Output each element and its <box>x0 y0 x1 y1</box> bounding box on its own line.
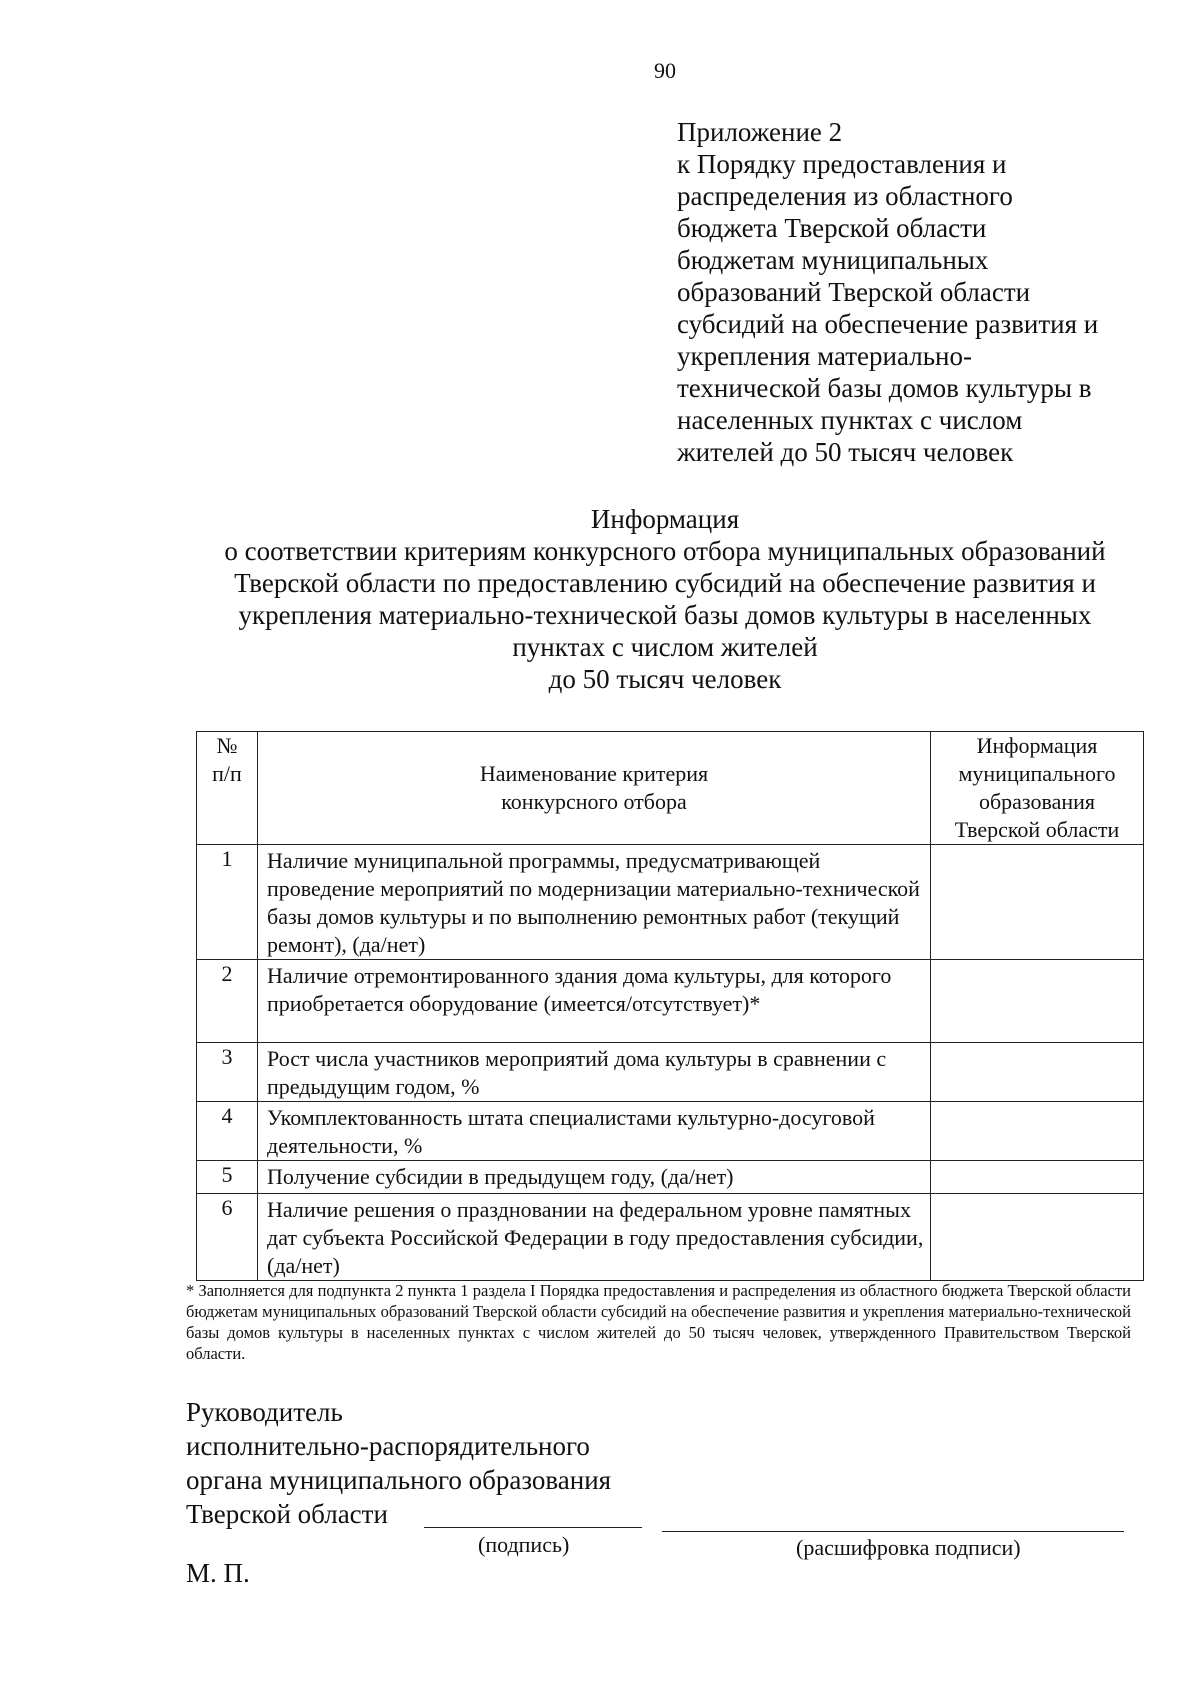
title-line: Информация <box>590 504 740 534</box>
row-number: 1 <box>197 845 258 960</box>
signature-block <box>186 1395 611 1531</box>
row-criterion: Рост числа участников мероприятий дома культуры в сравнении с предыдущим годом, % <box>258 1043 931 1102</box>
signatory-line: исполнительно-распорядительного <box>186 1431 590 1461</box>
row-info[interactable] <box>931 845 1144 960</box>
decoding-line[interactable] <box>662 1531 1124 1532</box>
appendix-line: жителей до 50 тысяч человек <box>677 437 1014 467</box>
title-line: укрепления материально-технической базы домов культуры в населенных <box>238 600 1092 630</box>
appendix-line: распределения из областного <box>677 181 1013 211</box>
row-info[interactable] <box>931 960 1144 1043</box>
stamp-label: М. П. <box>186 1558 250 1588</box>
row-number: 2 <box>197 960 258 1043</box>
signatory-line: Руководитель <box>186 1397 343 1427</box>
row-criterion: Наличие отремонтированного здания дома культуры, для которого приобретается оборудование (имеется/отсутствует)* <box>258 960 931 1043</box>
criteria-table <box>196 731 1144 1281</box>
row-criterion: Получение субсидии в предыдущем году, (да/нет) <box>258 1161 931 1194</box>
row-info[interactable] <box>931 1161 1144 1194</box>
row-number: 3 <box>197 1043 258 1102</box>
table-row <box>197 960 1144 1043</box>
table-row <box>197 1102 1144 1161</box>
header-criterion-text: Наименование критерия конкурсного отбора <box>479 761 709 814</box>
row-info[interactable] <box>931 1102 1144 1161</box>
appendix-line: бюджетам муниципальных <box>677 245 989 275</box>
row-criterion: Наличие муниципальной программы, предусматривающей проведение мероприятий по модернизации материально-технической базы домов культуры и по выполнению ремонтных работ (текущий ремонт), (да/нет) <box>258 845 931 960</box>
row-number: 5 <box>197 1161 258 1194</box>
appendix-line: населенных пунктах с числом <box>677 405 1023 435</box>
appendix-line: образований Тверской области <box>677 277 1031 307</box>
header-criterion <box>258 732 931 845</box>
appendix-header <box>677 116 1098 468</box>
table-row <box>197 845 1144 960</box>
table-header-row <box>197 732 1144 845</box>
page-number: 90 <box>654 58 676 83</box>
title-line: до 50 тысяч человек <box>548 664 782 694</box>
appendix-line: бюджета Тверской области <box>677 213 987 243</box>
appendix-line: субсидий на обеспечение развития и <box>677 309 1099 339</box>
table-row <box>197 1194 1144 1281</box>
table-row <box>197 1043 1144 1102</box>
appendix-line: Приложение 2 <box>677 117 843 147</box>
title-line: о соответствии критериям конкурсного отбора муниципальных образований <box>224 536 1106 566</box>
row-info[interactable] <box>931 1043 1144 1102</box>
signatory-line: органа муниципального образования <box>186 1465 612 1495</box>
title-line: Тверской области по предоставлению субсидий на обеспечение развития и <box>234 568 1096 598</box>
signature-caption: (подпись) <box>478 1532 570 1557</box>
header-number-text: № п/п <box>212 733 242 786</box>
appendix-line: технической базы домов культуры в <box>677 373 1092 403</box>
table-row <box>197 1161 1144 1194</box>
footnote: * Заполняется для подпункта 2 пункта 1 раздела I Порядка предоставления и распределения из областного бюджета Тверской области бюджетам муниципальных образований Тверской области субсидий на обеспечение развития и укрепления материально-технической базы домов культуры в населенных пунктах с числом жителей до 50 тысяч человек, утвержденного Правительством Тверской области. <box>186 1281 1131 1363</box>
appendix-line: укрепления материально- <box>677 341 972 371</box>
header-info-text: Информация муниципального образования Тверской области <box>954 733 1120 842</box>
signature-line[interactable] <box>424 1527 642 1528</box>
row-criterion: Наличие решения о праздновании на федеральном уровне памятных дат субъекта Российской Федерации в году предоставления субсидии, (да/нет) <box>258 1194 931 1281</box>
row-number: 6 <box>197 1194 258 1281</box>
decoding-caption: (расшифровка подписи) <box>796 1535 1021 1560</box>
row-info[interactable] <box>931 1194 1144 1281</box>
row-criterion: Укомплектованность штата специалистами культурно-досуговой деятельности, % <box>258 1102 931 1161</box>
appendix-line: к Порядку предоставления и <box>677 149 1007 179</box>
row-number: 4 <box>197 1102 258 1161</box>
document-title <box>0 503 1200 695</box>
title-line: пунктах с числом жителей <box>512 632 818 662</box>
signatory-line: Тверской области <box>186 1499 388 1529</box>
header-info <box>931 732 1144 845</box>
header-number <box>197 732 258 845</box>
